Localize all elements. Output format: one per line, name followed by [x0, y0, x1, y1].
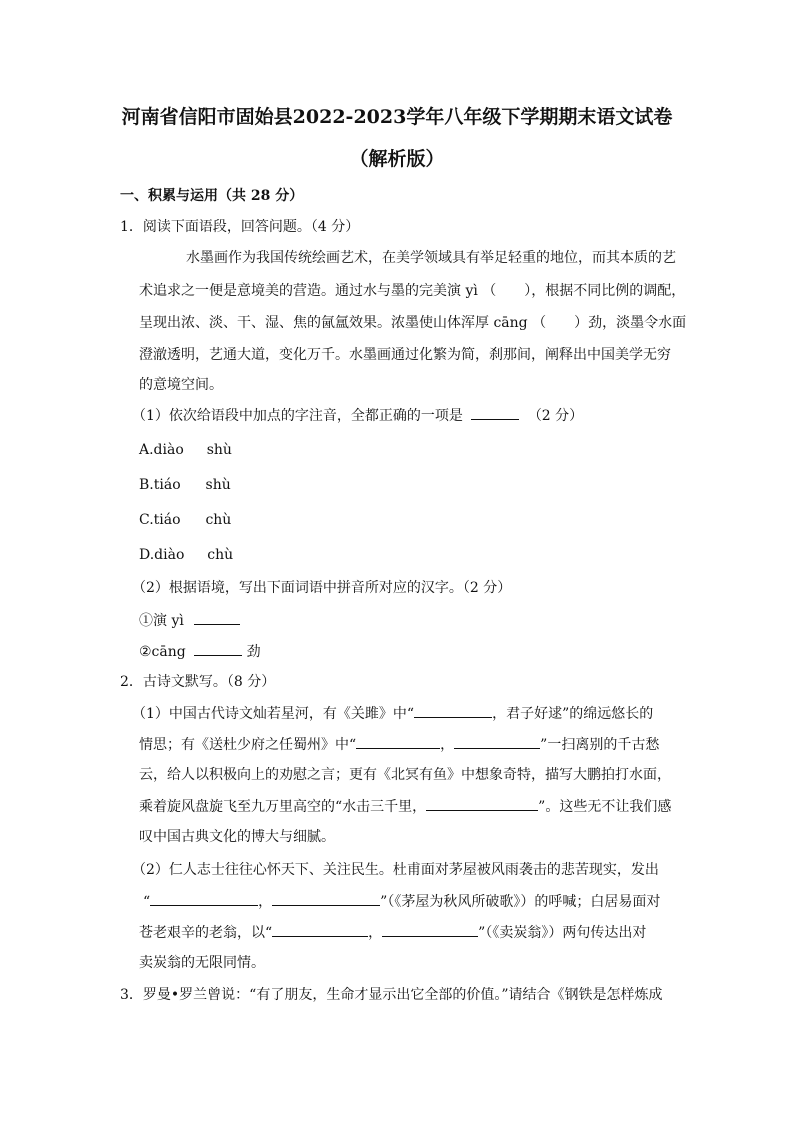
option-c[interactable] — [139, 510, 231, 530]
page-subtitle: （解析版） — [349, 148, 445, 170]
passage-line-5: 的意境空间。 — [139, 377, 223, 393]
answer-blank[interactable] — [272, 891, 380, 906]
option-d-second: chù — [207, 547, 234, 563]
question-1-stem: 1．阅读下面语段，回答问题。（4 分） — [120, 219, 360, 235]
option-c-second: chù — [205, 512, 232, 528]
text-segment: ”。这些无不让我们感 — [538, 799, 672, 815]
text-segment: 苍老艰辛的老翁，以“ — [139, 925, 273, 941]
pinyin-item-2 — [139, 641, 261, 662]
q2-p1-line-3: 云，给人以积极向上的劝慰之言；更有《北冥有鱼》中想象奇特，描写大鹏拍打水面， — [139, 767, 671, 783]
question-3-stem: 3．罗曼•罗兰曾说：“有了朋友，生命才显示出它全部的价值。”请结合《钢铁是怎样炼成 — [120, 987, 663, 1003]
answer-blank[interactable] — [194, 610, 240, 625]
sub-question-1 — [132, 405, 583, 426]
text-segment: “ — [143, 894, 151, 910]
answer-blank[interactable] — [414, 703, 492, 718]
option-b[interactable] — [139, 475, 231, 495]
passage-line-3: 呈现出浓、淡、干、湿、焦的氤氲效果。浓墨使山体浑厚 cāng （ ）劲，淡墨令水面 — [139, 315, 687, 331]
passage-line-1: 水墨画作为我国传统绘画艺术，在美学领域具有举足轻重的地位，而其本质的艺 — [186, 250, 676, 266]
sub-question-1-stem: （1）依次给语段中加点的字注音，全都正确的一项是 — [132, 408, 463, 424]
q2-p2-line-3 — [139, 922, 646, 943]
answer-blank[interactable] — [454, 734, 540, 749]
text-segment: ， — [258, 894, 273, 910]
q2-p1-line-4 — [139, 796, 671, 817]
option-a-second: shù — [206, 442, 232, 458]
option-b-second: shù — [205, 477, 231, 493]
option-a-first: A.diào — [139, 442, 184, 458]
answer-blank[interactable] — [272, 922, 368, 937]
section-heading: 一、积累与运用（共 28 分） — [120, 188, 304, 204]
text-segment: ，君子好逑”的绵远悠长的 — [492, 706, 654, 722]
text-segment: ， — [440, 737, 455, 753]
option-c-first: C.tiáo — [139, 512, 181, 528]
pinyin-item-2-label: ②cāng — [139, 644, 186, 660]
text-segment: 乘着旋风盘旋飞至九万里高空的“水击三千里， — [139, 799, 427, 815]
pinyin-item-2-suffix: 劲 — [246, 644, 261, 660]
option-d-first: D.diào — [139, 547, 185, 563]
pinyin-item-1-label: ①演 yì — [139, 613, 184, 629]
sub-question-1-score: （2 分） — [527, 408, 584, 424]
pinyin-item-1 — [139, 610, 240, 631]
answer-blank[interactable] — [150, 891, 258, 906]
q2-p1-line-2 — [139, 734, 659, 755]
option-d[interactable] — [139, 545, 233, 565]
passage-line-2: 术追求之一便是意境美的营造。通过水与墨的完美演 yì （ ），根据不同比例的调配， — [139, 283, 686, 299]
answer-blank[interactable] — [426, 796, 538, 811]
answer-blank[interactable] — [194, 641, 242, 656]
answer-blank[interactable] — [382, 922, 478, 937]
passage-line-4: 澄澈透明，艺通大道，变化万千。水墨画通过化繁为简，刹那间，阐释出中国美学无穷 — [139, 347, 671, 363]
text-segment: 情思；有《送杜少府之任蜀州》中“ — [139, 737, 357, 753]
q2-p2-line-1: （2）仁人志士往往心怀天下、关注民生。杜甫面对茅屋被风雨袭击的悲苦现实，发出 — [132, 862, 659, 878]
q2-p1-line-5: 叹中国古典文化的博大与细腻。 — [139, 829, 335, 845]
text-segment: （1）中国古代诗文灿若星河，有《关雎》中“ — [132, 706, 415, 722]
q2-p2-line-4: 卖炭翁的无限同情。 — [139, 955, 265, 971]
text-segment: ”一扫离别的千古愁 — [540, 737, 660, 753]
text-segment: ”（《卖炭翁》）两句传达出对 — [478, 925, 647, 941]
sub-question-2-stem: （2）根据语境，写出下面词语中拼音所对应的汉字。（2 分） — [132, 580, 512, 596]
option-a[interactable] — [139, 440, 232, 460]
page-title: 河南省信阳市固始县2022-2023学年八年级下学期期末语文试卷 — [121, 106, 673, 128]
text-segment: ”（《茅屋为秋风所破歌》）的呼喊；白居易面对 — [380, 894, 661, 910]
q2-p1-line-1 — [132, 703, 653, 724]
answer-blank[interactable] — [471, 405, 519, 420]
answer-blank[interactable] — [356, 734, 440, 749]
text-segment: ， — [368, 925, 383, 941]
q2-p2-line-2 — [143, 891, 660, 912]
option-b-first: B.tiáo — [139, 477, 181, 493]
question-2-stem: 2．古诗文默写。（8 分） — [120, 674, 276, 690]
